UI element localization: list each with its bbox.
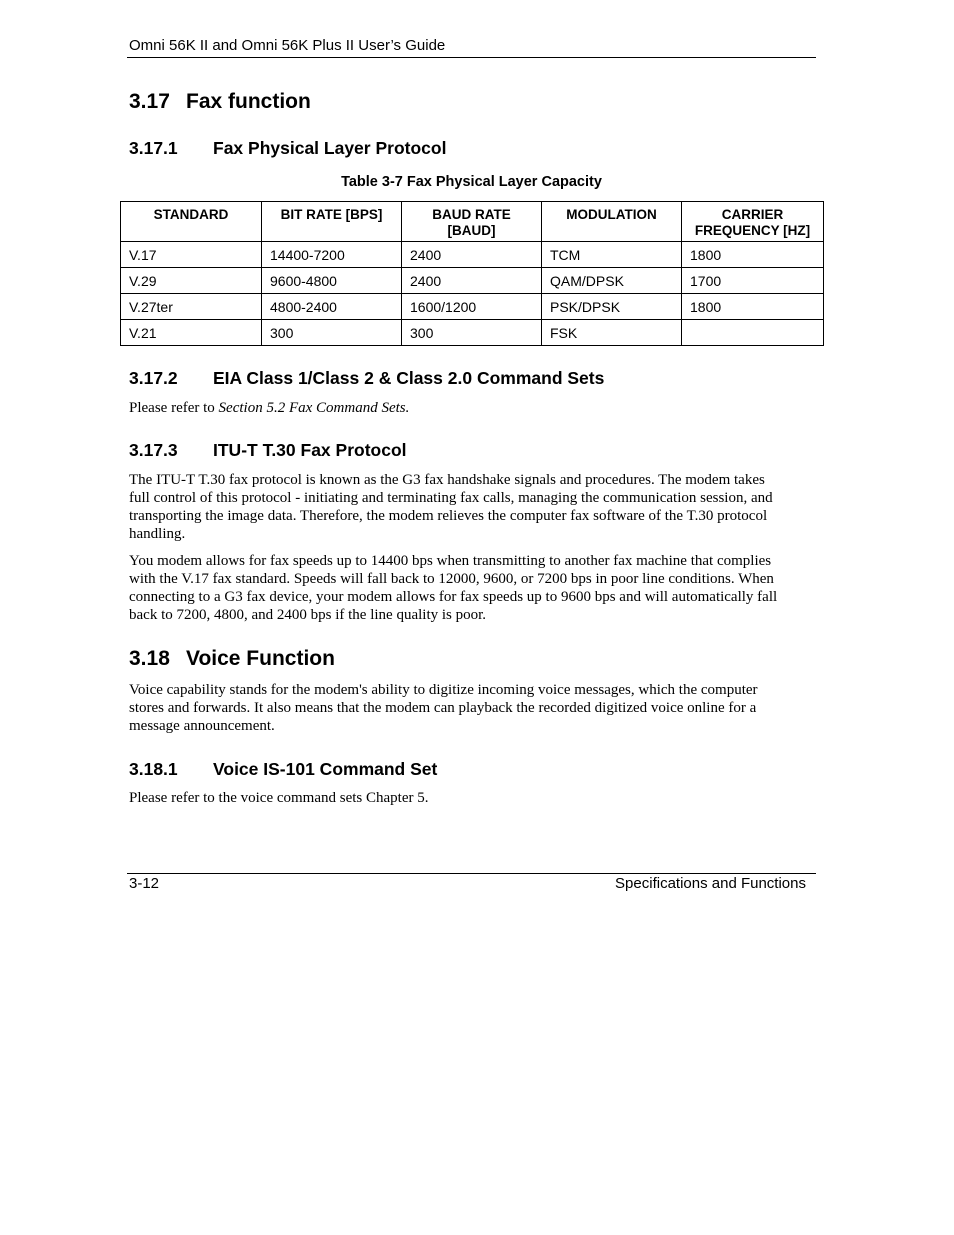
column-header: MODULATION (542, 202, 682, 242)
table-cell: PSK/DPSK (542, 294, 682, 320)
chapter-title: Specifications and Functions (615, 875, 806, 892)
table-cell (682, 320, 824, 346)
paragraph (129, 681, 809, 735)
table-cell: 14400-7200 (262, 242, 402, 268)
section-heading-3-18 (129, 647, 335, 671)
table-cell: V.21 (121, 320, 262, 346)
table-cell: 300 (262, 320, 402, 346)
table-cell: 1800 (682, 242, 824, 268)
table-cell: TCM (542, 242, 682, 268)
paragraph (129, 399, 809, 417)
table-row (121, 294, 824, 320)
subsection-title: Fax Physical Layer Protocol (213, 138, 447, 158)
subsection-heading-3-17-2 (129, 368, 604, 389)
column-header: STANDARD (121, 202, 262, 242)
column-header: CARRIER FREQUENCY [HZ] (682, 202, 824, 242)
paragraph: Please refer to the voice command sets Chapter 5. (129, 790, 429, 806)
paragraph-line: back to 7200, 4800, and 2400 bps if the line quality is poor. (129, 607, 487, 623)
table-cell: 2400 (402, 242, 542, 268)
subsection-number: 3.17.2 (129, 368, 178, 388)
header-rule (127, 57, 816, 58)
table-row (121, 320, 824, 346)
table-row (121, 242, 824, 268)
running-header: Omni 56K II and Omni 56K Plus II User’s Guide (129, 37, 446, 54)
section-title: Voice Function (186, 647, 335, 670)
table-cell: V.29 (121, 268, 262, 294)
table-cell: 4800-2400 (262, 294, 402, 320)
table-cell: QAM/DPSK (542, 268, 682, 294)
subsection-heading-3-18-1 (129, 759, 437, 780)
paragraph-line: full control of this protocol - initiating and terminating fax calls, managing the communication session, and (129, 490, 773, 506)
section-heading-3-17 (129, 90, 311, 114)
table-cell: 300 (402, 320, 542, 346)
section-title: Fax function (186, 90, 311, 113)
table-cell: V.17 (121, 242, 262, 268)
subsection-heading-3-17-1 (129, 138, 446, 159)
paragraph-line: The ITU-T T.30 fax protocol is known as the G3 fax handshake signals and procedures. The modem takes (129, 472, 765, 488)
subsection-number: 3.18.1 (129, 759, 178, 779)
section-number: 3.18 (129, 647, 170, 670)
subsection-title: ITU-T T.30 Fax Protocol (213, 440, 407, 460)
fax-capacity-table (120, 201, 824, 346)
paragraph-text: Please refer to (129, 400, 219, 416)
paragraph-line: message announcement. (129, 718, 275, 734)
footer-rule (127, 873, 816, 874)
section-number: 3.17 (129, 90, 170, 113)
paragraph (129, 471, 809, 543)
paragraph-line: stores and forwards. It also means that the modem can playback the recorded digitized voice online for a (129, 700, 757, 716)
subsection-number: 3.17.3 (129, 440, 178, 460)
table-cell: 1800 (682, 294, 824, 320)
subsection-title: EIA Class 1/Class 2 & Class 2.0 Command Sets (213, 368, 605, 388)
paragraph-line: handling. (129, 526, 186, 542)
section-reference: Section 5.2 Fax Command Sets. (218, 400, 410, 416)
table-cell: 1600/1200 (402, 294, 542, 320)
column-header: BIT RATE [BPS] (262, 202, 402, 242)
paragraph-line: You modem allows for fax speeds up to 14400 bps when transmitting to another fax machine that complies (129, 553, 772, 569)
table-cell: 9600-4800 (262, 268, 402, 294)
table-cell: V.27ter (121, 294, 262, 320)
paragraph (129, 552, 809, 624)
page-number: 3-12 (129, 875, 160, 892)
subsection-title: Voice IS-101 Command Set (213, 759, 438, 779)
column-header: BAUD RATE [BAUD] (402, 202, 542, 242)
subsection-heading-3-17-3 (129, 440, 407, 461)
table-caption: Table 3-7 Fax Physical Layer Capacity (341, 174, 602, 190)
table-cell: FSK (542, 320, 682, 346)
table-header-row (121, 202, 824, 242)
table-cell: 1700 (682, 268, 824, 294)
subsection-number: 3.17.1 (129, 138, 178, 158)
table-row (121, 268, 824, 294)
paragraph-line: with the V.17 fax standard. Speeds will fall back to 12000, 9600, or 7200 bps in poor line conditions. When (129, 571, 774, 587)
table-cell: 2400 (402, 268, 542, 294)
paragraph-line: transporting the image data. Therefore, the modem relieves the computer fax software of the T.30 protocol (129, 508, 768, 524)
paragraph-line: connecting to a G3 fax device, your modem allows for fax speeds up to 9600 bps and will automatically fall (129, 589, 778, 605)
paragraph-line: Voice capability stands for the modem's ability to digitize incoming voice messages, which the computer (129, 682, 758, 698)
